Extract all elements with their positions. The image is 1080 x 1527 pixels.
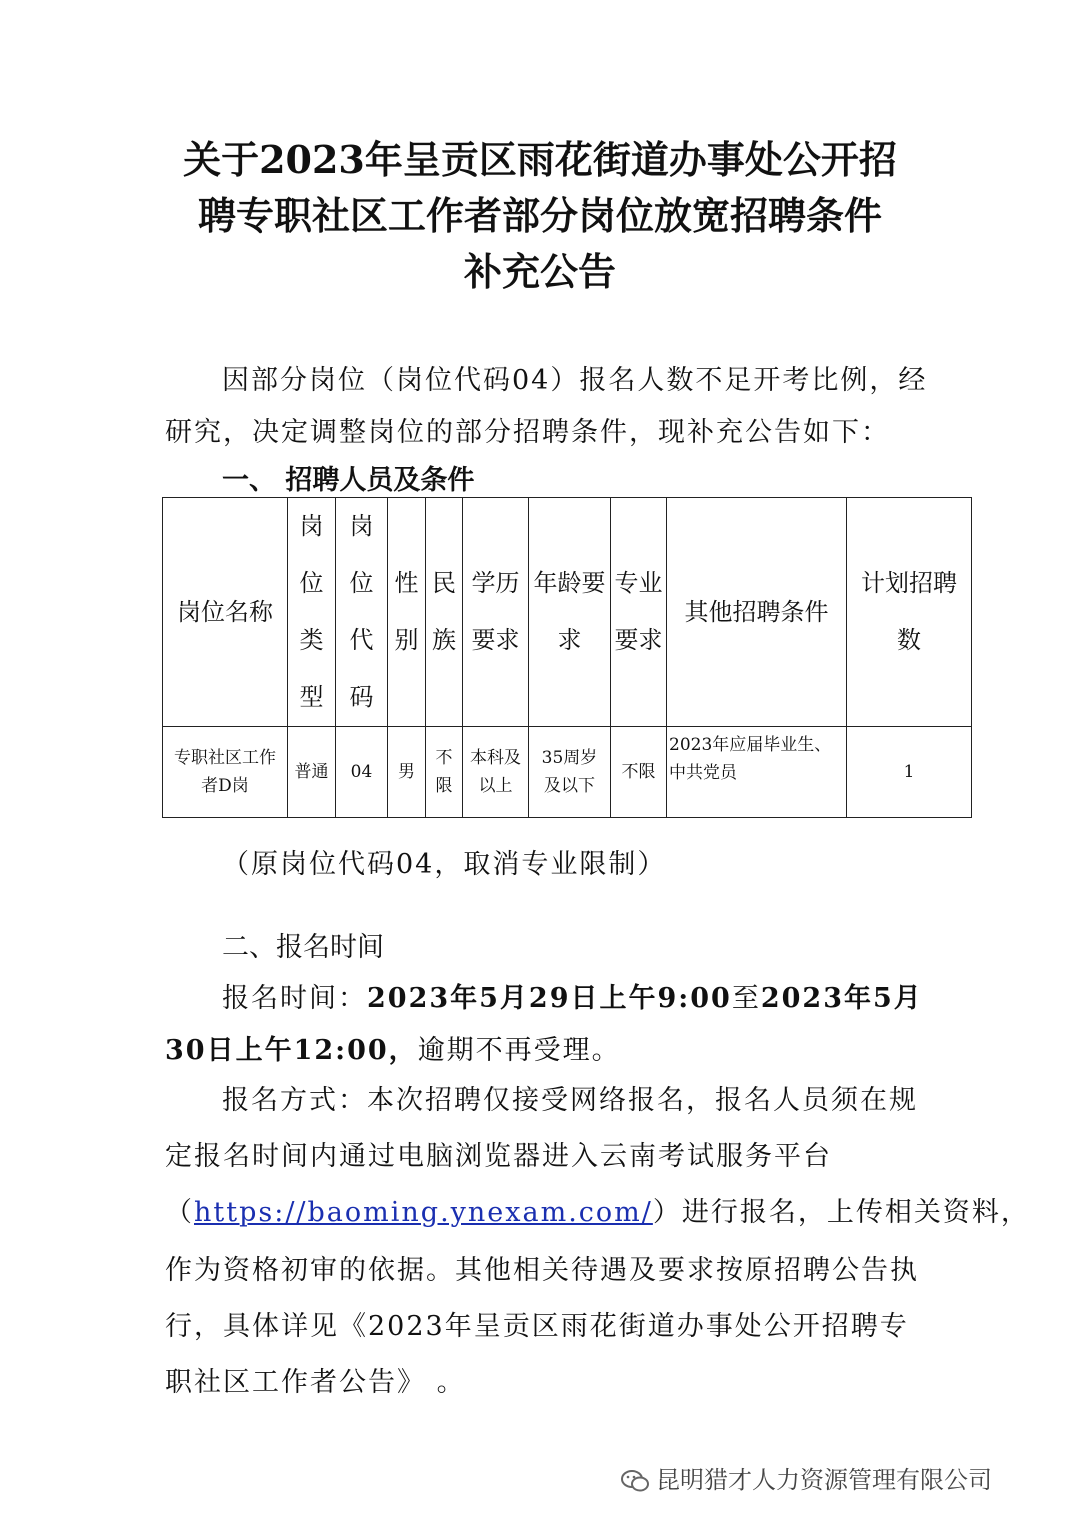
header-planned-count: 计划招聘 数: [847, 498, 972, 727]
table-row: [163, 727, 972, 818]
cell-other-conditions: 2023年应届毕业生、 中共党员: [667, 727, 847, 818]
header-age: 年龄要 求: [529, 498, 611, 727]
title-line-2: 聘专职社区工作者部分岗位放宽招聘条件: [197, 193, 882, 238]
method-line-2: 定报名时间内通过电脑浏览器进入云南考试服务平台: [165, 1141, 832, 1172]
cell-position-name: 专职社区工作 者D岗: [163, 727, 288, 818]
table-header-row: [163, 498, 972, 727]
header-other-conditions: 其他招聘条件: [667, 498, 847, 727]
cell-gender: 男: [388, 727, 426, 818]
cell-ethnicity: 不 限: [426, 727, 463, 818]
method-line-5: 行，具体详见《2023年呈贡区雨花街道办事处公开招聘专: [165, 1311, 909, 1342]
header-education: 学历 要求: [463, 498, 529, 727]
note-text: （原岗位代码04，取消专业限制）: [222, 849, 667, 880]
intro-line-1: 因部分岗位（岗位代码04）报名人数不足开考比例，经: [222, 365, 928, 396]
wechat-icon: [620, 1468, 650, 1494]
header-position-type: 岗 位 类 型: [288, 498, 336, 727]
cell-age: 35周岁 及以下: [529, 727, 611, 818]
header-ethnicity: 民 族: [426, 498, 463, 727]
cell-major: 不限: [611, 727, 667, 818]
header-position-name: 岗位名称: [163, 498, 288, 727]
method-line-3: （https://baoming.ynexam.com/）进行报名，上传相关资料，: [165, 1197, 1030, 1228]
time-line-1: 报名时间：2023年5月29日上午9:00至2023年5月: [222, 983, 923, 1014]
header-gender: 性 别: [388, 498, 426, 727]
method-line-1: 报名方式：本次招聘仅接受网络报名，报名人员须在规: [222, 1085, 918, 1116]
title-line-1: 关于2023年呈贡区雨花街道办事处公开招: [183, 137, 897, 182]
section-1-heading: 一、 招聘人员及条件: [222, 465, 475, 496]
title-line-3: 补充公告: [463, 249, 616, 294]
watermark: 昆明猎才人力资源管理有限公司: [620, 1460, 992, 1495]
method-line-6: 职社区工作者公告》 。: [165, 1367, 466, 1398]
cell-position-code: 04: [336, 727, 388, 818]
cell-planned-count: 1: [847, 727, 972, 818]
method-line-4: 作为资格初审的依据。其他相关待遇及要求按原招聘公告执: [165, 1255, 919, 1286]
header-major: 专业 要求: [611, 498, 667, 727]
section-2-heading: 二、报名时间: [222, 932, 384, 963]
cell-position-type: 普通: [288, 727, 336, 818]
intro-line-2: 研究，决定调整岗位的部分招聘条件，现补充公告如下：: [165, 417, 890, 448]
cell-education: 本科及 以上: [463, 727, 529, 818]
recruitment-table: [162, 497, 972, 818]
time-line-2: 30日上午12:00，逾期不再受理。: [165, 1035, 621, 1066]
exam-platform-link[interactable]: https://baoming.ynexam.com/: [194, 1197, 653, 1228]
header-position-code: 岗 位 代 码: [336, 498, 388, 727]
